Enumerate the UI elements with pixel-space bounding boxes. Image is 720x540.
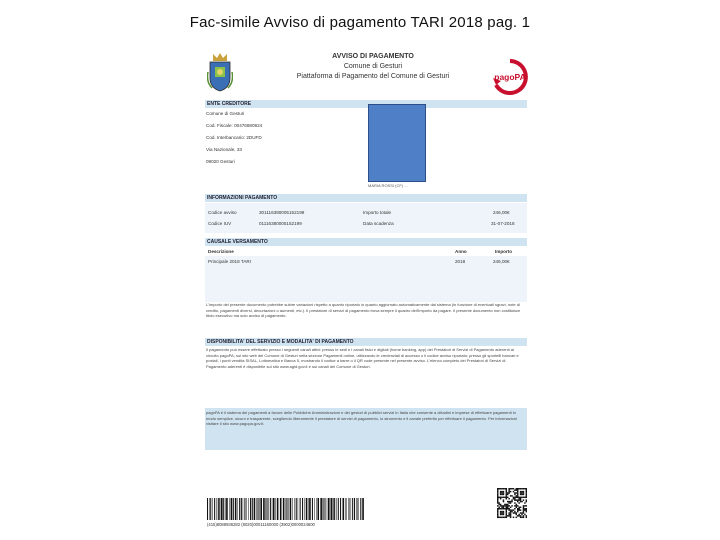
payment-notice-document: [193, 40, 531, 530]
due-date-label: Data scadenza: [363, 221, 394, 226]
notice-code-value: 301116380005152199: [259, 210, 305, 215]
ente-line: 09020 Gesturi: [206, 159, 235, 164]
municipal-crest-icon: [207, 52, 233, 92]
causale-col-year: Anno: [455, 249, 467, 254]
qr-code: [497, 488, 527, 522]
causale-band: [205, 256, 527, 302]
debtor-caption: MARIA ROSSI (CF) ...: [368, 183, 408, 188]
ente-line: Cod. Fiscale: 00476880924: [206, 123, 263, 128]
ente-line: Via Nazionale, 33: [206, 147, 242, 152]
barcode: [207, 498, 367, 520]
causale-row-year: 2018: [455, 259, 466, 264]
availability-text: Il pagamento può essere effettuato presso i seguenti canali attivi: presso le sedi e i canali fisici e digitali (home banking, app) dei Prestatori di Servizi di Pagamento aderenti al circuito pagoPA; sul sito web del Comune di Gesturi nella sezione Pagamenti online, utilizzando le credenziali di accesso o il codice avviso riportato; presso gli sportelli bancari e postali, i punti vendita SISAL, Lottomatica e Banca 5, mostrando il codice a barre o il QR code presente nel presente avviso. L'elenco completo dei Prestatori di Servizi di Pagamento aderenti è disponibile sul sito www.agid.gov.it e sui canali del Comune di Gesturi.: [206, 347, 519, 369]
ente-line: Comune di Gesturi: [206, 111, 245, 116]
iuv-code-label: Codice IUV: [208, 221, 232, 226]
pagopa-info-text: pagoPA è il sistema dei pagamenti a favore delle Pubbliche Amministrazioni e dei gestori di pubblici servizi in Italia che consente a cittadini e imprese di effettuare pagamenti in modo semplice, sicuro e trasparente, scegliendo liberamente il prestatore di servizi di pagamento, lo strumento e il canale preferito per effettuare il pagamento. Per informazioni visitare il sito www.pagopa.gov.it.: [206, 410, 517, 427]
redacted-box: [368, 104, 426, 182]
payment-info-band: [205, 203, 527, 233]
iuv-code-value: 01116380005152199: [259, 221, 302, 226]
amount-note: L'importo del presente documento potrebbe subire variazioni rispetto a quanto riportato in quanto aggiornato automaticamente dal sistema (in funzione di eventuali sgravi, note di credito, pagamenti diversi, decurtazioni o aumenti, etc.). Il prestatore di servizi di pagamento trova sempre il quadro dell'importo da pagare. Il presente documento non costituisce titolo esecutivo ma solo avviso di pagamento.: [206, 302, 521, 319]
total-amount-label: Importo totale: [363, 210, 392, 215]
pagopa-logo-text: pagoPA: [494, 72, 526, 82]
due-date-value: 31-07-2018: [491, 221, 515, 226]
causale-heading: CAUSALE VERSAMENTO: [205, 238, 527, 246]
ente-creditore-heading: ENTE CREDITORE: [205, 100, 527, 108]
platform-name: Piattaforma di Pagamento del Comune di Gesturi: [296, 73, 450, 80]
document-title: AVVISO DI PAGAMENTO: [332, 53, 414, 60]
causale-col-description: Descrizione: [208, 249, 234, 254]
pagopa-logo: [490, 57, 530, 97]
total-amount-value: 246,00€: [493, 210, 510, 215]
payment-info-heading: INFORMAZIONI PAGAMENTO: [205, 194, 527, 202]
ente-line: Cod. Interbancario: 2DUFD: [206, 135, 262, 140]
document-header: [273, 52, 473, 82]
slide-title: Fac-simile Avviso di pagamento TARI 2018 pag. 1: [189, 14, 531, 31]
barcode-number: (415)8088936282 (8020)00011160000 (3902)0000024600: [207, 522, 315, 527]
availability-heading: DISPONIBILITA' DEL SERVIZIO E MODALITA' DI PAGAMENTO: [205, 338, 527, 346]
notice-code-label: Codice avviso: [208, 210, 237, 215]
causale-row-description: Principale 2018 TARI: [208, 259, 251, 264]
municipality-name: Comune di Gesturi: [343, 63, 403, 70]
causale-row-amount: 246,00€: [493, 259, 510, 264]
causale-col-amount: Importo: [495, 249, 513, 254]
